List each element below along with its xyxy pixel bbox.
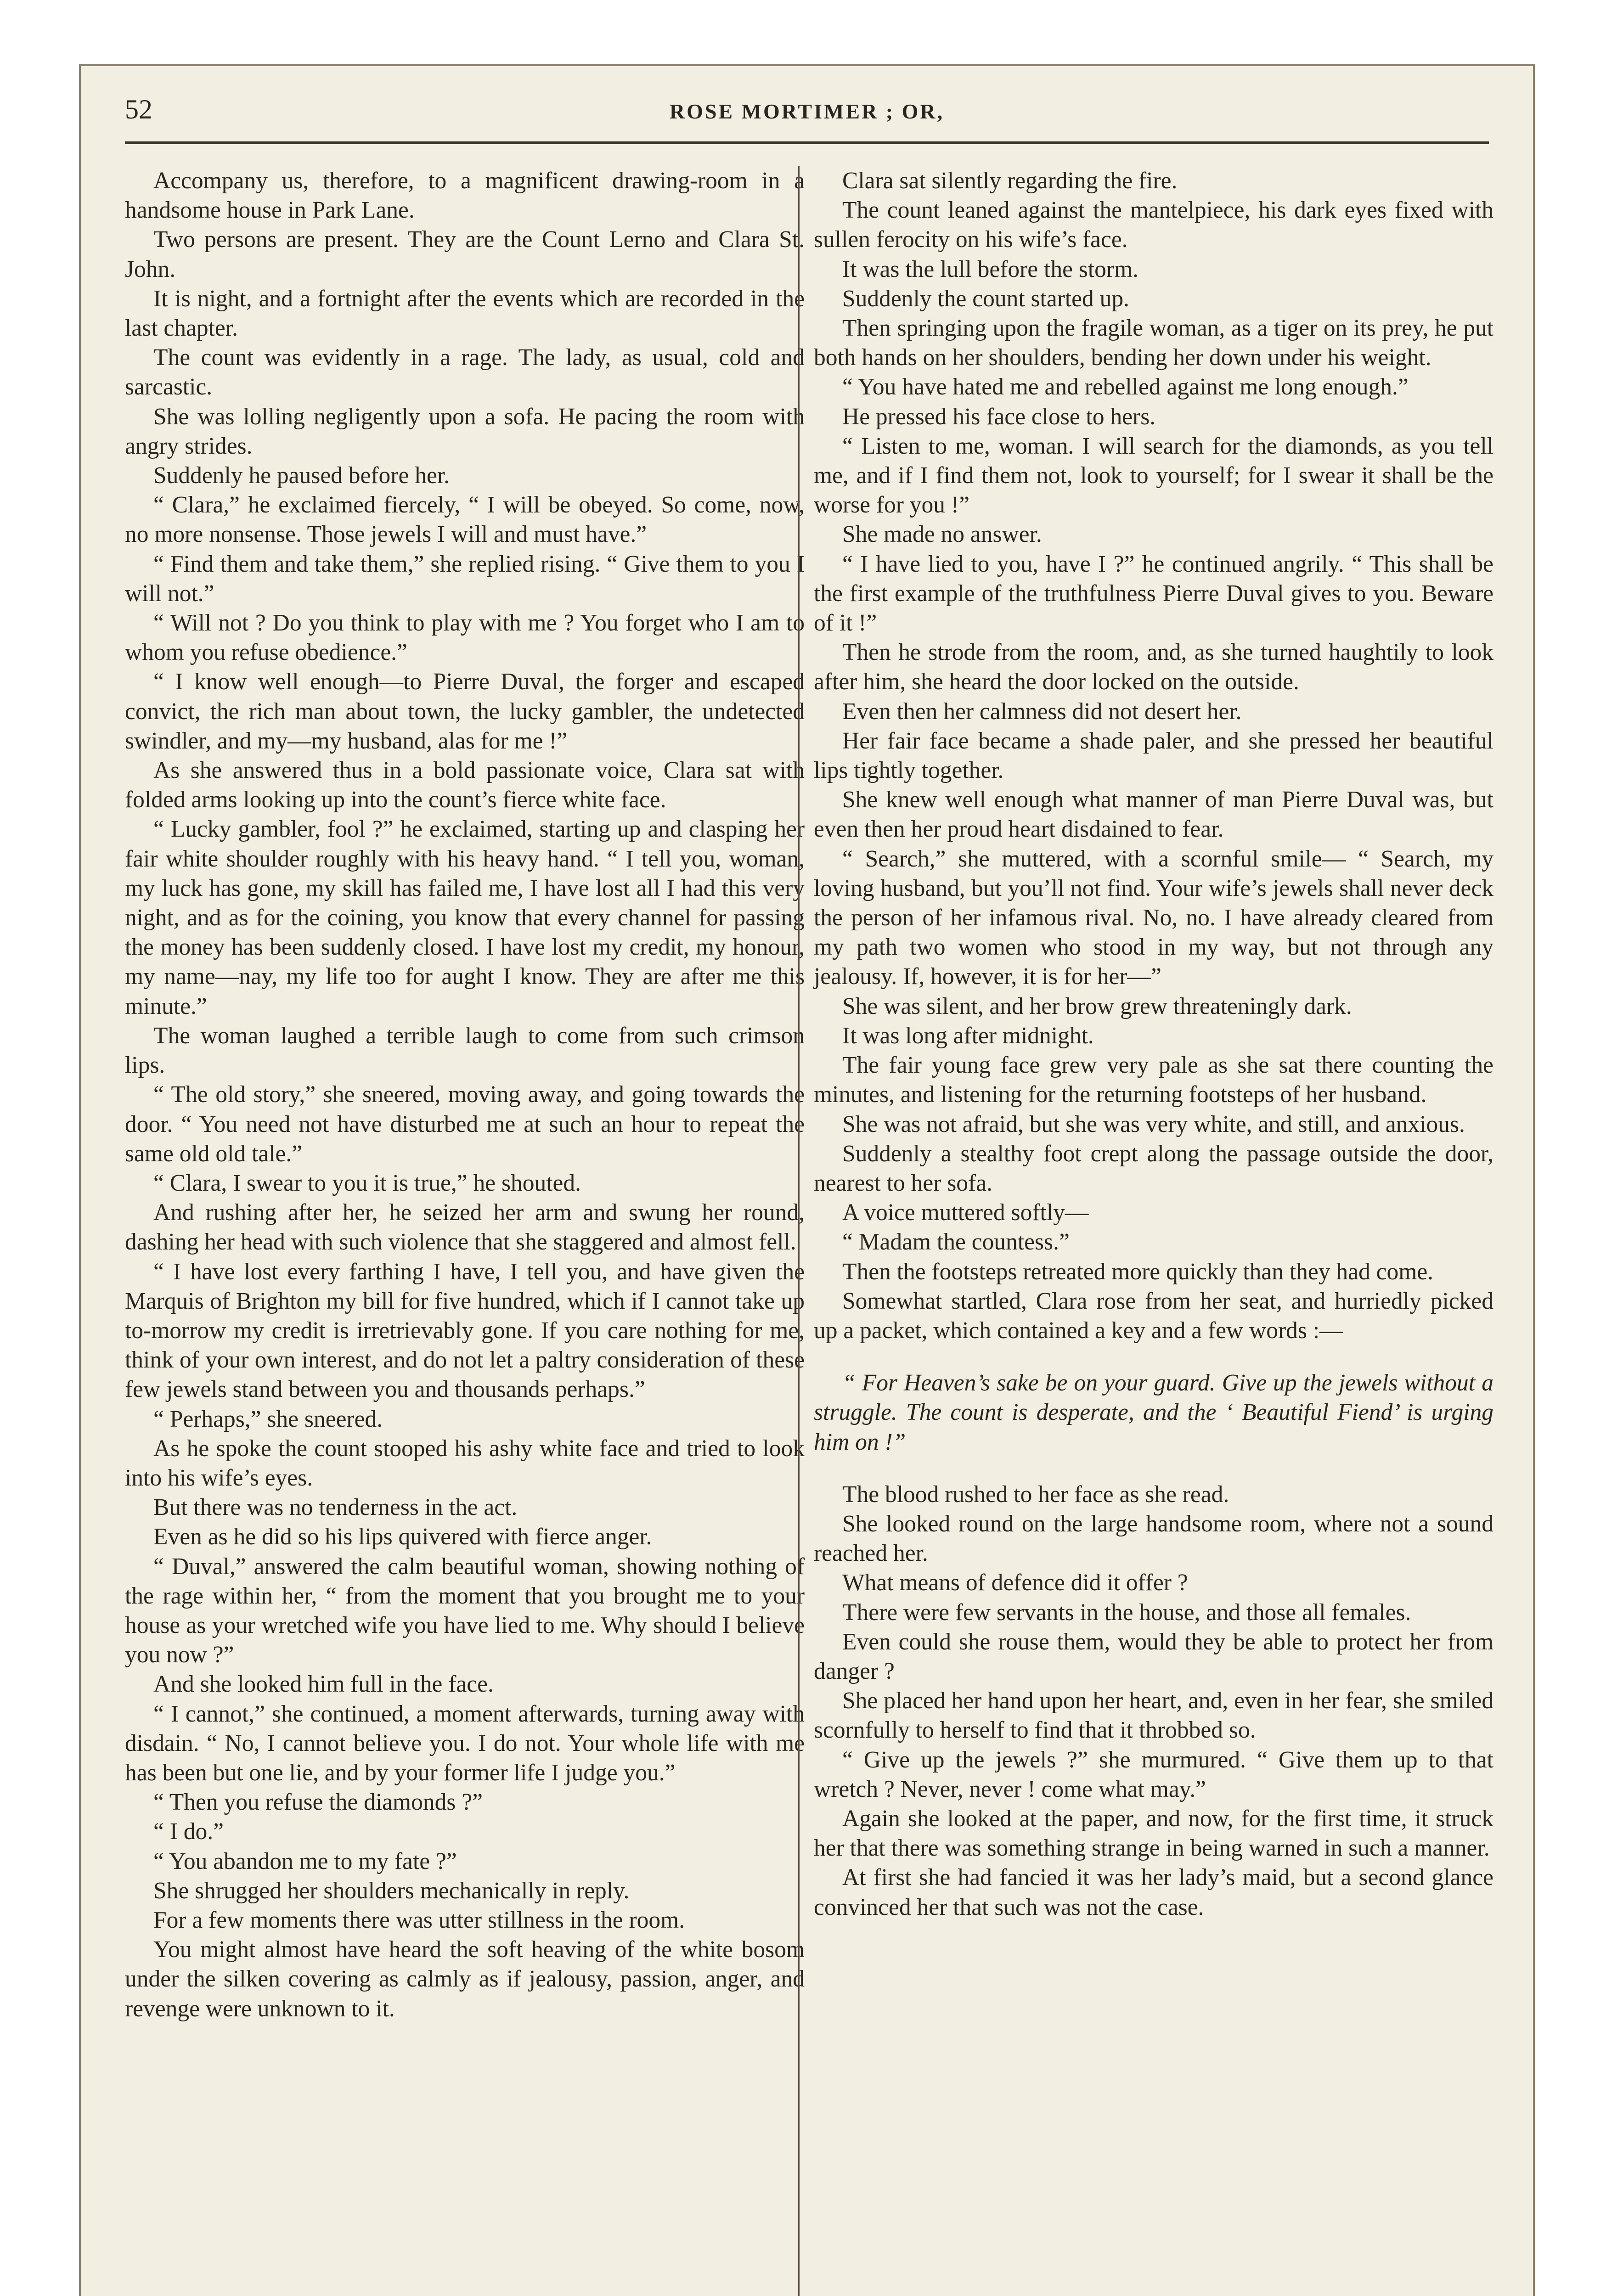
paragraph: A voice muttered softly— <box>842 1199 1089 1226</box>
paragraph: And she looked him full in the face. <box>153 1671 494 1698</box>
paragraph: Suddenly the count started up. <box>842 285 1130 312</box>
paragraph: She looked round on the large handsome room, where not a sound reached her. <box>814 1510 1493 1567</box>
paragraph: Accompany us, therefore, to a magnificent drawing-room in a handsome house in Park Lane. <box>125 168 805 224</box>
paragraph: Two persons are present. They are the Count Lerno and Clara St. John. <box>125 226 805 282</box>
paragraph: “ Clara,” he exclaimed fiercely, “ I will be obeyed. So come, now, no more nonsense. Those jewels I will and must have.” <box>125 492 805 548</box>
book-page <box>79 64 1535 2296</box>
paragraph: There were few servants in the house, and those all females. <box>842 1599 1411 1626</box>
paragraph: The woman laughed a terrible laugh to come from such crimson lips. <box>125 1022 805 1079</box>
paragraph: “ I know well enough—to Pierre Duval, the forger and escaped convict, the rich man about town, the lucky gambler, the undetected swindler, and my—my husband, alas for me !” <box>125 669 805 754</box>
paragraph: She shrugged her shoulders mechanically in reply. <box>153 1877 630 1904</box>
paragraph: Then springing upon the fragile woman, as a tiger on its prey, he put both hands on her shoulders, bending her down under his weight. <box>814 315 1493 371</box>
paragraph: The count leaned against the mantelpiece, his dark eyes fixed with sullen ferocity on his wife’s face. <box>814 197 1493 253</box>
paragraph: “ I have lied to you, have I ?” he continued angrily. “ This shall be the first example of the truthfulness Pierre Duval gives to you. Beware of it !” <box>814 551 1493 636</box>
paragraph: “ Will not ? Do you think to play with me ? You forget who I am to whom you refuse obedience.” <box>125 610 805 666</box>
paragraph: “ Listen to me, woman. I will search for the diamonds, as you tell me, and if I find them not, look to yourself; for I swear it shall be the worse for you !” <box>814 433 1493 518</box>
paragraph: “ I do.” <box>153 1818 224 1845</box>
paragraph: “ You abandon me to my fate ?” <box>153 1848 457 1874</box>
paragraph: “ I have lost every farthing I have, I tell you, and have given the Marquis of Brighton my bill for five hundred, which if I cannot take up to-morrow my credit is irretrievably gone. If you care nothing for me, think of your own interest, and do not let a paltry consideration of these few jewels stand between you and thousands perhaps.” <box>125 1258 805 1403</box>
column-divider <box>798 166 800 2296</box>
paragraph: Even as he did so his lips quivered with fierce anger. <box>153 1524 652 1550</box>
paragraph: Even could she rouse them, would they be able to protect her from danger ? <box>814 1628 1493 1684</box>
paragraph: She made no answer. <box>842 521 1042 548</box>
paragraph: What means of defence did it offer ? <box>842 1570 1188 1596</box>
paragraph: But there was no tenderness in the act. <box>153 1494 518 1521</box>
paragraph: Even then her calmness did not desert her. <box>842 698 1242 725</box>
quoted-note: “ For Heaven’s sake be on your guard. Give up the jewels without a struggle. The count is desperate, and the ‘ Beautiful Fiend’ is urging him on !” <box>814 1370 1493 1455</box>
paragraph: “ The old story,” she sneered, moving away, and going towards the door. “ You need not have disturbed me at such an hour to repeat the same old old tale.” <box>125 1081 805 1167</box>
paragraph: Clara sat silently regarding the fire. <box>842 168 1178 194</box>
paragraph: At first she had fancied it was her lady’s maid, but a second glance convinced her that such was not the case. <box>814 1864 1493 1920</box>
paragraph: She was silent, and her brow grew threateningly dark. <box>842 993 1352 1019</box>
paragraph: “ Lucky gambler, fool ?” he exclaimed, starting up and clasping her fair white shoulder roughly with his heavy hand. “ I tell you, woman, my luck has gone, my skill has failed me, I have lost all I had this very night, and as for the coining, you know that every channel for passing the money has been suddenly closed. I have lost my credit, my honour, my name—nay, my life too for aught I know. They are after me this minute.” <box>125 816 805 1019</box>
paragraph: It was the lull before the storm. <box>842 256 1139 282</box>
header-rule <box>125 141 1489 144</box>
paragraph: “ Clara, I swear to you it is true,” he shouted. <box>153 1170 581 1196</box>
paragraph: The fair young face grew very pale as she sat there counting the minutes, and listening for the returning footsteps of her husband. <box>814 1052 1493 1108</box>
paragraph: He pressed his face close to hers. <box>842 403 1156 430</box>
paragraph: It was long after midnight. <box>842 1022 1094 1049</box>
paragraph: “ Duval,” answered the calm beautiful woman, showing nothing of the rage within her, “ from the moment that you brought me to your house as your wretched wife you have lied to me. Why should I believe you now ?” <box>125 1553 805 1668</box>
paragraph: The blood rushed to her face as she read. <box>842 1481 1229 1508</box>
paragraph: “ Search,” she muttered, with a scornful smile— “ Search, my loving husband, but you’ll not find. Your wife’s jewels shall never deck the person of her infamous rival. No, no. I have already cleared from my path two women who stood in my way, but not through any jealousy. If, however, it is for her—” <box>814 845 1493 990</box>
paragraph: Again she looked at the paper, and now, for the first time, it struck her that there was something strange in being warned in such a manner. <box>814 1805 1493 1862</box>
paragraph: For a few moments there was utter stillness in the room. <box>153 1907 685 1933</box>
paragraph: “ Perhaps,” she sneered. <box>153 1406 383 1432</box>
paragraph: As she answered thus in a bold passionate voice, Clara sat with folded arms looking up into the count’s fierce white face. <box>125 757 805 813</box>
paragraph: Suddenly a stealthy foot crept along the passage outside the door, nearest to her sofa. <box>814 1140 1493 1196</box>
paragraph: She was lolling negligently upon a sofa. He pacing the room with angry strides. <box>125 403 805 459</box>
paragraph: Suddenly he paused before her. <box>153 462 450 489</box>
paragraph: Then the footsteps retreated more quickly than they had come. <box>842 1258 1434 1285</box>
paragraph: “ You have hated me and rebelled against me long enough.” <box>842 374 1409 400</box>
paragraph: “ Give up the jewels ?” she murmured. “ Give them up to that wretch ? Never, never ! come what may.” <box>814 1746 1493 1802</box>
paragraph: She was not afraid, but she was very white, and still, and anxious. <box>842 1111 1465 1137</box>
paragraph: You might almost have heard the soft heaving of the white bosom under the silken covering as calmly as if jealousy, passion, anger, and revenge were unknown to it. <box>125 1936 805 2022</box>
running-head: ROSE MORTIMER ; OR, <box>669 100 945 123</box>
paragraph: The count was evidently in a rage. The lady, as usual, cold and sarcastic. <box>125 344 805 400</box>
paragraph: Somewhat startled, Clara rose from her seat, and hurriedly picked up a packet, which contained a key and a few words :— <box>814 1288 1493 1344</box>
paragraph: She placed her hand upon her heart, and, even in her fear, she smiled scornfully to herself to find that it throbbed so. <box>814 1688 1493 1744</box>
paragraph: She knew well enough what manner of man Pierre Duval was, but even then her proud heart disdained to fear. <box>814 787 1493 843</box>
paragraph: “ Find them and take them,” she replied rising. “ Give them to you I will not.” <box>125 551 805 607</box>
right-column <box>814 166 1493 1922</box>
paragraph: Then he strode from the room, and, as she turned haughtily to look after him, she heard the door locked on the outside. <box>814 639 1493 695</box>
paragraph: “ Madam the countess.” <box>842 1229 1070 1255</box>
paragraph: “ Then you refuse the diamonds ?” <box>153 1789 483 1816</box>
paragraph: Her fair face became a shade paler, and she pressed her beautiful lips tightly together. <box>814 727 1493 784</box>
left-column <box>125 166 805 2024</box>
page-number: 52 <box>125 94 152 124</box>
paragraph: As he spoke the count stooped his ashy white face and tried to look into his wife’s eyes. <box>125 1435 805 1491</box>
paragraph: It is night, and a fortnight after the events which are recorded in the last chapter. <box>125 285 805 342</box>
paragraph: And rushing after her, he seized her arm and swung her round, dashing her head with such violence that she staggered and almost fell. <box>125 1199 805 1255</box>
paragraph: “ I cannot,” she continued, a moment afterwards, turning away with disdain. “ No, I cannot believe you. I do not. Your whole life with me has been but one lie, and by your former life I judge you.” <box>125 1700 805 1786</box>
